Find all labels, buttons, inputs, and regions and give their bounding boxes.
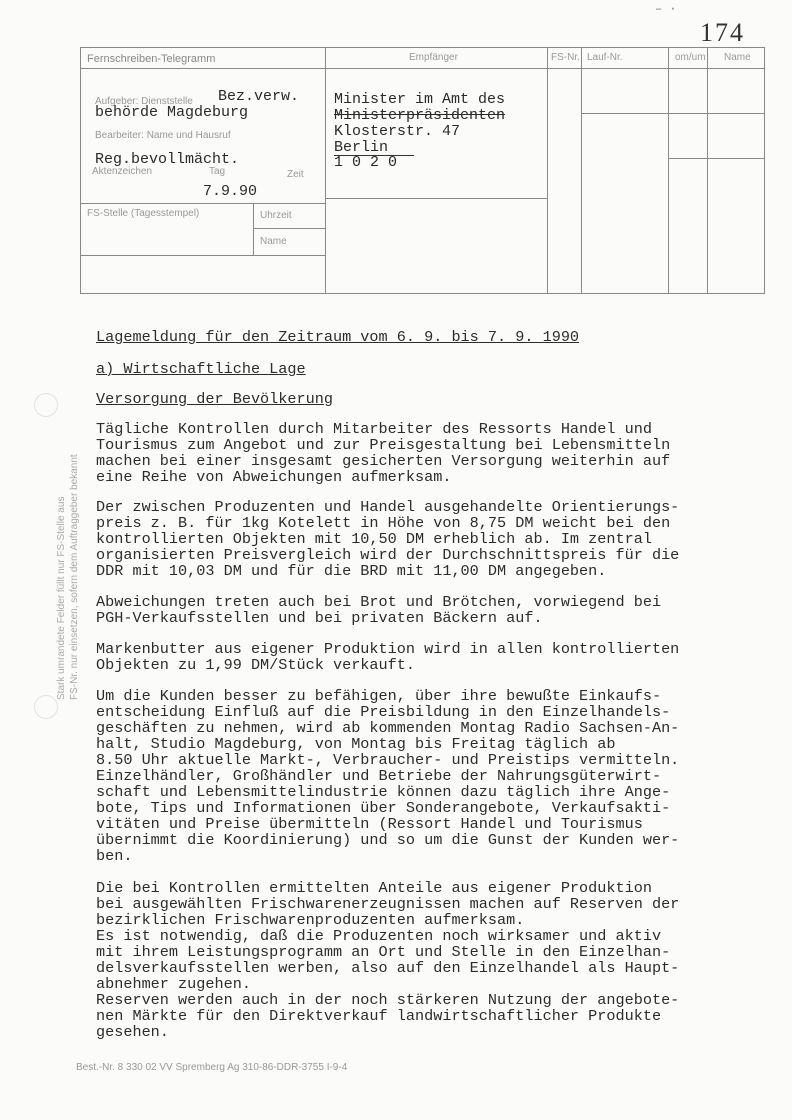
sender-line1: Bez.verw. bbox=[218, 88, 300, 105]
paragraph-4-line-1: Markenbutter aus eigener Produktion wird in allen kontrollierten bbox=[96, 640, 680, 658]
paragraph-5-line-8: bote, Tips und Informationen über Sonderangebote, Verkaufsakti- bbox=[96, 799, 671, 817]
paragraph-6-line-7: abnehmer zugehen. bbox=[96, 975, 251, 993]
corner-mark: ‒ · bbox=[655, 2, 677, 16]
paragraph-5-line-5: 8.50 Uhr aktuelle Markt-, Verbraucher- und Preistips vermitteln. bbox=[96, 751, 680, 769]
paragraph-1-line-4: eine Reihe von Abweichungen aufmerksam. bbox=[96, 468, 452, 486]
paragraph-6-line-9: nen Märkte für den Direktverkauf landwirtschaftlicher Produkte bbox=[96, 1007, 662, 1025]
recipient-line-2: Ministerpräsidenten bbox=[334, 107, 506, 124]
editor-label: Bearbeiter: Name und Hausruf bbox=[95, 130, 231, 141]
editor-value: Reg.bevollmächt. bbox=[95, 151, 240, 168]
side-note-line-1: Stark umrandete Felder füllt nur FS-Stelle aus bbox=[56, 496, 67, 700]
paragraph-5-line-2: entscheidung Einfluß auf die Preisbildung in den Einzelhandels- bbox=[96, 703, 671, 721]
paragraph-6-line-3: bezirklichen Frischwarenproduzenten aufmerksam. bbox=[96, 911, 525, 929]
paragraph-1-line-1: Tägliche Kontrollen durch Mitarbeiter des Ressorts Handel und bbox=[96, 420, 652, 438]
paragraph-4-line-2: Objekten zu 1,99 DM/Stück verkauft. bbox=[96, 656, 415, 674]
paragraph-5-line-6: Einzelhändler, Großhändler und Betriebe der Nahrungsgüterwirt- bbox=[96, 767, 662, 785]
recipient-line-5: 1 0 2 0 bbox=[334, 154, 398, 171]
tag-label: Tag bbox=[209, 166, 226, 177]
paragraph-6-line-5: mit ihrem Leistungsprogramm an Ort und Stelle in den Einzelhan- bbox=[96, 943, 671, 961]
paragraph-5-line-10: übernimmt die Koordinierung) und so um die Gunst der Kunden wer- bbox=[96, 831, 680, 849]
paragraph-6-line-10: gesehen. bbox=[96, 1023, 169, 1041]
paragraph-5-line-4: halt, Studio Magdeburg, von Montag bis Freitag täglich ab bbox=[96, 735, 616, 753]
sender-line2: behörde Magdeburg bbox=[95, 104, 249, 121]
recipient-line-3: Klosterstr. 47 bbox=[334, 123, 461, 140]
paragraph-6-line-4: Es ist notwendig, daß die Produzenten noch wirksamer und aktiv bbox=[96, 927, 662, 945]
paragraph-2-line-1: Der zwischen Produzenten und Handel ausgehandelte Orientierungs- bbox=[96, 498, 680, 516]
paragraph-1-line-2: Tourismus zum Angebot und zur Preisgestaltung bei Lebensmitteln bbox=[96, 436, 671, 454]
recipient-header: Empfänger bbox=[409, 52, 458, 63]
name-header: Name bbox=[724, 52, 751, 63]
form-title: Fernschreiben-Telegramm bbox=[87, 53, 216, 65]
name-label: Name bbox=[260, 236, 287, 247]
fs-stelle-label: FS-Stelle (Tagesstempel) bbox=[87, 208, 200, 219]
report-title: Lagemeldung für den Zeitraum vom 6. 9. bis 7. 9. 1990 bbox=[96, 328, 580, 346]
paragraph-6-line-2: bei ausgewählten Frischwarenerzeugnissen machen auf Reserven der bbox=[96, 895, 680, 913]
paragraph-2-line-5: DDR mit 10,03 DM und für die BRD mit 11,00 DM angegeben. bbox=[96, 562, 607, 580]
paragraph-2-line-4: organisierten Preisvergleich wird der Durchschnittspreis für die bbox=[96, 546, 680, 564]
paragraph-3-line-2: PGH-Verkaufsstellen und bei privaten Bäckern auf. bbox=[96, 609, 543, 627]
paragraph-6-line-1: Die bei Kontrollen ermittelten Anteile aus eigener Produktion bbox=[96, 879, 652, 897]
recipient-line-1: Minister im Amt des bbox=[334, 91, 506, 108]
section-a-heading: a) Wirtschaftliche Lage bbox=[96, 360, 306, 378]
lauf-nr-header: Lauf-Nr. bbox=[587, 52, 623, 63]
aktenzeichen-label: Aktenzeichen bbox=[92, 166, 153, 177]
fs-nr-header: FS-Nr. bbox=[551, 52, 580, 63]
side-note-line-2: FS-Nr. nur einsetzen, sofern dem Auftraggeber bekannt bbox=[69, 454, 80, 700]
recipient-line-4: Berlin bbox=[334, 139, 389, 156]
paragraph-5-line-3: geschäften zu nehmen, wird ab kommenden Montag Radio Sachsen-An- bbox=[96, 719, 680, 737]
page-number: 174 bbox=[700, 18, 745, 47]
zeit-label: Zeit bbox=[287, 169, 304, 180]
paragraph-5-line-11: ben. bbox=[96, 847, 133, 865]
paragraph-5-line-9: vitäten und Preise übermitteln (Ressort Handel und Tourismus bbox=[96, 815, 643, 833]
sender-label: Aufgeber: Dienststelle bbox=[95, 96, 193, 107]
paragraph-1-line-3: machen bei einer insgesamt gesicherten Versorgung weiterhin auf bbox=[96, 452, 671, 470]
paragraph-2-line-3: kontrollierten Objekten mit 10,50 DM erheblich ab. Im zentral bbox=[96, 530, 652, 548]
footer-order-number: Best.-Nr. 8 330 02 VV Spremberg Ag 310-86-DDR-3755 I-9-4 bbox=[76, 1062, 348, 1073]
paragraph-5-line-1: Um die Kunden besser zu befähigen, über ihre bewußte Einkaufs- bbox=[96, 687, 662, 705]
side-note bbox=[55, 454, 81, 700]
date-value: 7.9.90 bbox=[203, 183, 258, 200]
paragraph-2-line-2: preis z. B. für 1kg Kotelett in Höhe von 8,75 DM weicht bei den bbox=[96, 514, 671, 532]
paragraph-6-line-6: delsverkaufsstellen werben, also auf den Einzelhandel als Haupt- bbox=[96, 959, 680, 977]
uhrzeit-label: Uhrzeit bbox=[260, 210, 292, 221]
paragraph-6-line-8: Reserven werden auch in der noch stärkeren Nutzung der angebote- bbox=[96, 991, 680, 1009]
punch-hole-top bbox=[34, 393, 58, 417]
paragraph-5-line-7: schaft und Lebensmittelindustrie können dazu täglich ihre Ange- bbox=[96, 783, 671, 801]
om-um-header: om/um bbox=[675, 52, 706, 63]
telegram-form bbox=[80, 47, 765, 294]
paragraph-3-line-1: Abweichungen treten auch bei Brot und Brötchen, vorwiegend bei bbox=[96, 593, 662, 611]
subsection-heading: Versorgung der Bevölkerung bbox=[96, 390, 333, 408]
